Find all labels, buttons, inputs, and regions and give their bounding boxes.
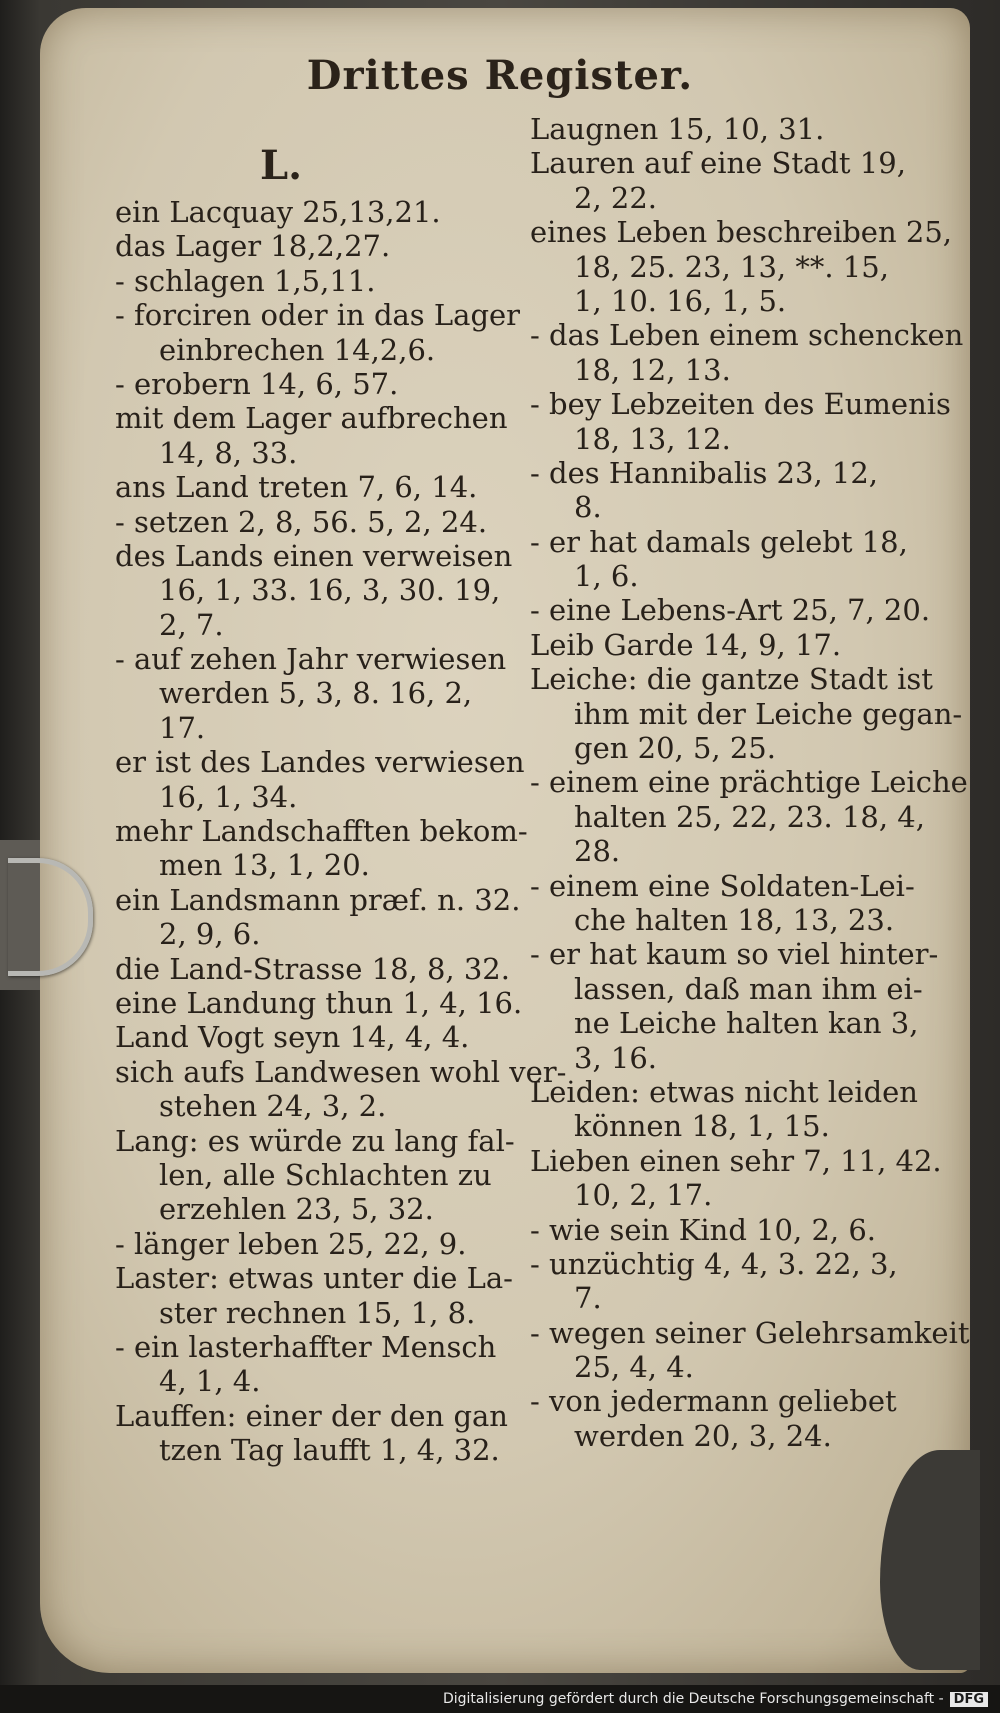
index-entry: Lieben einen sehr 7, 11, 42. [530,1143,942,1178]
index-entry: - wegen seiner Gelehrsamkeit [530,1315,970,1350]
footer-bar [0,1685,1000,1713]
section-letter: L. [260,142,303,189]
index-entry: er ist des Landes verwiesen [115,745,525,780]
index-entry: len, alle Schlachten zu [159,1157,492,1192]
index-entry: Leiche: die gantze Stadt ist [530,662,933,697]
index-entry: - ein lasterhaffter Mensch [115,1329,497,1364]
index-entry: 18, 25. 23, 13, **. 15, [574,249,889,284]
dfg-logo: DFG [950,1692,988,1707]
index-entry: 2, 9, 6. [159,917,261,952]
index-entry: ein Lacquay 25,13,21. [115,195,441,229]
index-entry: werden 20, 3, 24. [574,1418,832,1453]
index-entry: - wie sein Kind 10, 2, 6. [530,1212,877,1247]
index-entry: ne Leiche halten kan 3, [574,1006,919,1041]
index-entry: 1, 10. 16, 1, 5. [574,283,787,318]
left-column [115,195,567,1468]
index-entry: - er hat damals gelebt 18, [530,524,908,559]
index-entry: tzen Tag laufft 1, 4, 32. [159,1433,500,1468]
index-entry: 17. [159,710,206,745]
index-entry: das Lager 18,2,27. [115,229,391,264]
index-entry: - erobern 14, 6, 57. [115,366,399,401]
index-entry: eines Leben beschreiben 25, [530,215,952,250]
index-entry: können 18, 1, 15. [574,1109,830,1144]
index-entry: 7. [574,1281,602,1316]
index-entry: 2, 22. [574,180,658,215]
index-entry: eine Landung thun 1, 4, 16. [115,985,523,1020]
index-entry: erzehlen 23, 5, 32. [159,1192,434,1227]
index-entry: werden 5, 3, 8. 16, 2, [159,676,473,711]
index-entry: 4, 1, 4. [159,1364,261,1399]
index-entry: - einem eine prächtige Leiche [530,765,968,800]
index-entry: mit dem Lager aufbrechen [115,401,508,436]
index-entry: - bey Lebzeiten des Eumenis [530,387,951,422]
index-entry: einbrechen 14,2,6. [159,332,436,367]
index-entry: - des Hannibalis 23, 12, [530,455,879,490]
index-entry: - eine Lebens-Art 25, 7, 20. [530,593,931,628]
index-entry: Land Vogt seyn 14, 4, 4. [115,1020,470,1055]
index-entry: 18, 12, 13. [574,352,731,387]
index-entry: - länger leben 25, 22, 9. [115,1226,467,1261]
index-entry: - einem eine Soldaten-Lei- [530,868,915,903]
index-entry: 8. [574,490,602,525]
page-header: Drittes Register. [306,52,694,99]
index-entry: 14, 8, 33. [159,435,298,470]
index-entry: gen 20, 5, 25. [574,731,776,766]
index-entry: Leib Garde 14, 9, 17. [530,627,842,662]
index-entry: Leiden: etwas nicht leiden [530,1074,918,1109]
index-entry: 3, 16. [574,1040,658,1075]
index-entry: 28. [574,834,621,869]
index-entry: sich aufs Landwesen wohl ver- [115,1054,567,1089]
index-entry: mehr Landschafften bekom- [115,814,528,849]
index-entry: Lauffen: einer der den gan [115,1398,508,1433]
index-entry: - unzüchtig 4, 4, 3. 22, 3, [530,1246,898,1281]
index-entry: die Land-Strasse 18, 8, 32. [115,951,510,986]
index-entry: - setzen 2, 8, 56. 5, 2, 24. [115,504,488,539]
index-entry: ihm mit der Leiche gegan- [574,696,963,731]
index-entry: ein Landsmann præf. n. 32. [115,882,521,917]
index-entry: des Lands einen verweisen [115,538,513,573]
index-entry: 25, 4, 4. [574,1350,694,1385]
index-entry: - forciren oder in das Lager [115,298,521,333]
index-entry: men 13, 1, 20. [159,848,370,883]
index-entry: Lang: es würde zu lang fal- [115,1123,515,1158]
index-entry: 18, 13, 12. [574,421,731,456]
index-entry: - das Leben einem schencken [530,318,964,353]
index-entry: 16, 1, 33. 16, 3, 30. 19, [159,573,501,608]
index-entry: 1, 6. [574,559,639,594]
footer-text: Digitalisierung gefördert durch die Deutsche Forschungsgemeinschaft - [442,1691,944,1707]
index-entry: - er hat kaum so viel hinter- [530,937,939,972]
index-entry: halten 25, 22, 23. 18, 4, [574,799,925,834]
index-entry: Laster: etwas unter die La- [115,1261,513,1296]
index-entry: Laugnen 15, 10, 31. [530,112,825,146]
index-entry: Lauren auf eine Stadt 19, [530,146,906,181]
index-entry: lassen, daß man ihm ei- [574,971,923,1006]
index-entry: - schlagen 1,5,11. [115,263,376,298]
index-entry: che halten 18, 13, 23. [574,902,895,937]
index-entry: 2, 7. [159,607,224,642]
index-entry: - auf zehen Jahr verwiesen [115,642,507,677]
right-column [530,112,970,1453]
index-entry: 10, 2, 17. [574,1178,713,1213]
index-entry: stehen 24, 3, 2. [159,1089,387,1124]
index-entry: - von jedermann geliebet [530,1384,897,1419]
index-entry: 16, 1, 34. [159,779,298,814]
index-entry: ster rechnen 15, 1, 8. [159,1295,476,1330]
index-entry: ans Land treten 7, 6, 14. [115,470,478,505]
